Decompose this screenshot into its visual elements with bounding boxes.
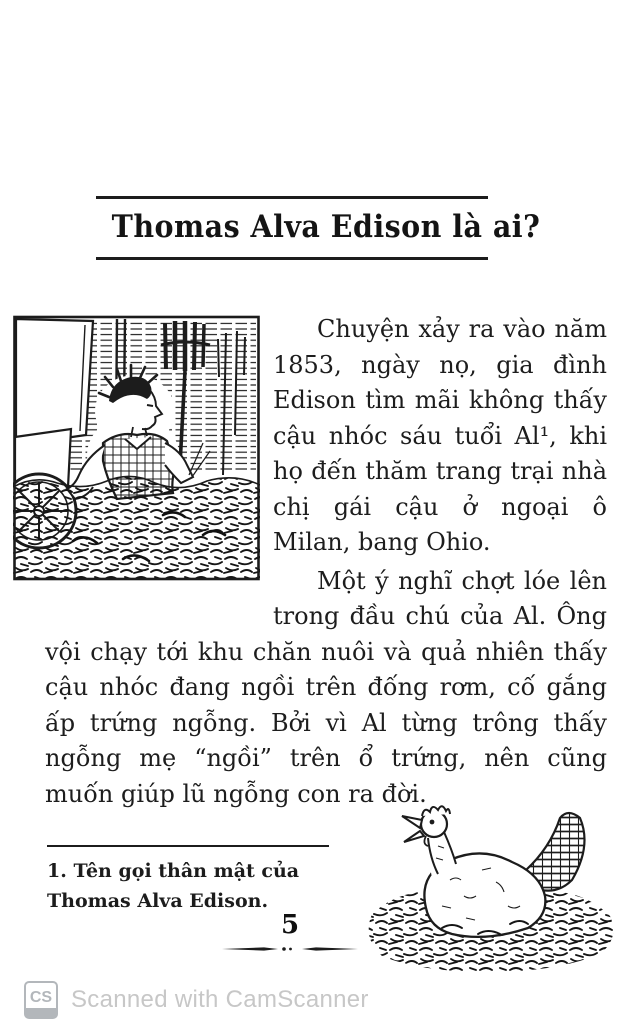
- camscanner-logo-icon: [24, 981, 58, 1019]
- camscanner-logo-text: CS: [29, 988, 53, 1006]
- page-number: 5: [280, 910, 300, 940]
- chapter-title-block: [96, 196, 541, 260]
- body-text: [45, 312, 607, 815]
- paragraph-1: Chuyện xảy ra vào năm 1853, ngày nọ, gia đình Edison tìm mãi không thấy cậu nhóc sáu tuổi Al¹, khi họ đến thăm trang trại nhà chị gái cậu ở ngoại ô Milan, bang Ohio.: [273, 315, 607, 556]
- camscanner-footer: [0, 975, 630, 1024]
- scan-credit-text: Scanned with CamScanner: [71, 985, 369, 1013]
- footnote-text: 1. Tên gọi thân mật của Thomas Alva Edison.: [47, 860, 300, 912]
- paragraph-2: Một ý nghĩ chợt lóe lên trong đầu chú của Al. Ông vội chạy tới khu chăn nuôi và quả nhiên thấy cậu nhóc đang ngồi trên đống rơm, cố gắng ấp trứng ngỗng. Bởi vì Al từng trông thấy ngỗng mẹ “ngồi” trên ổ trứng, nên cũng muốn giúp lũ ngỗng con ra đời.: [45, 566, 607, 808]
- page-number-flourish: [220, 943, 360, 955]
- barn-illustration: [13, 315, 260, 581]
- footnote: [47, 845, 329, 916]
- barn-scene-drawing: [13, 315, 260, 581]
- page-number-block: [178, 910, 402, 955]
- chapter-title: Thomas Alva Edison là ai?: [111, 209, 541, 245]
